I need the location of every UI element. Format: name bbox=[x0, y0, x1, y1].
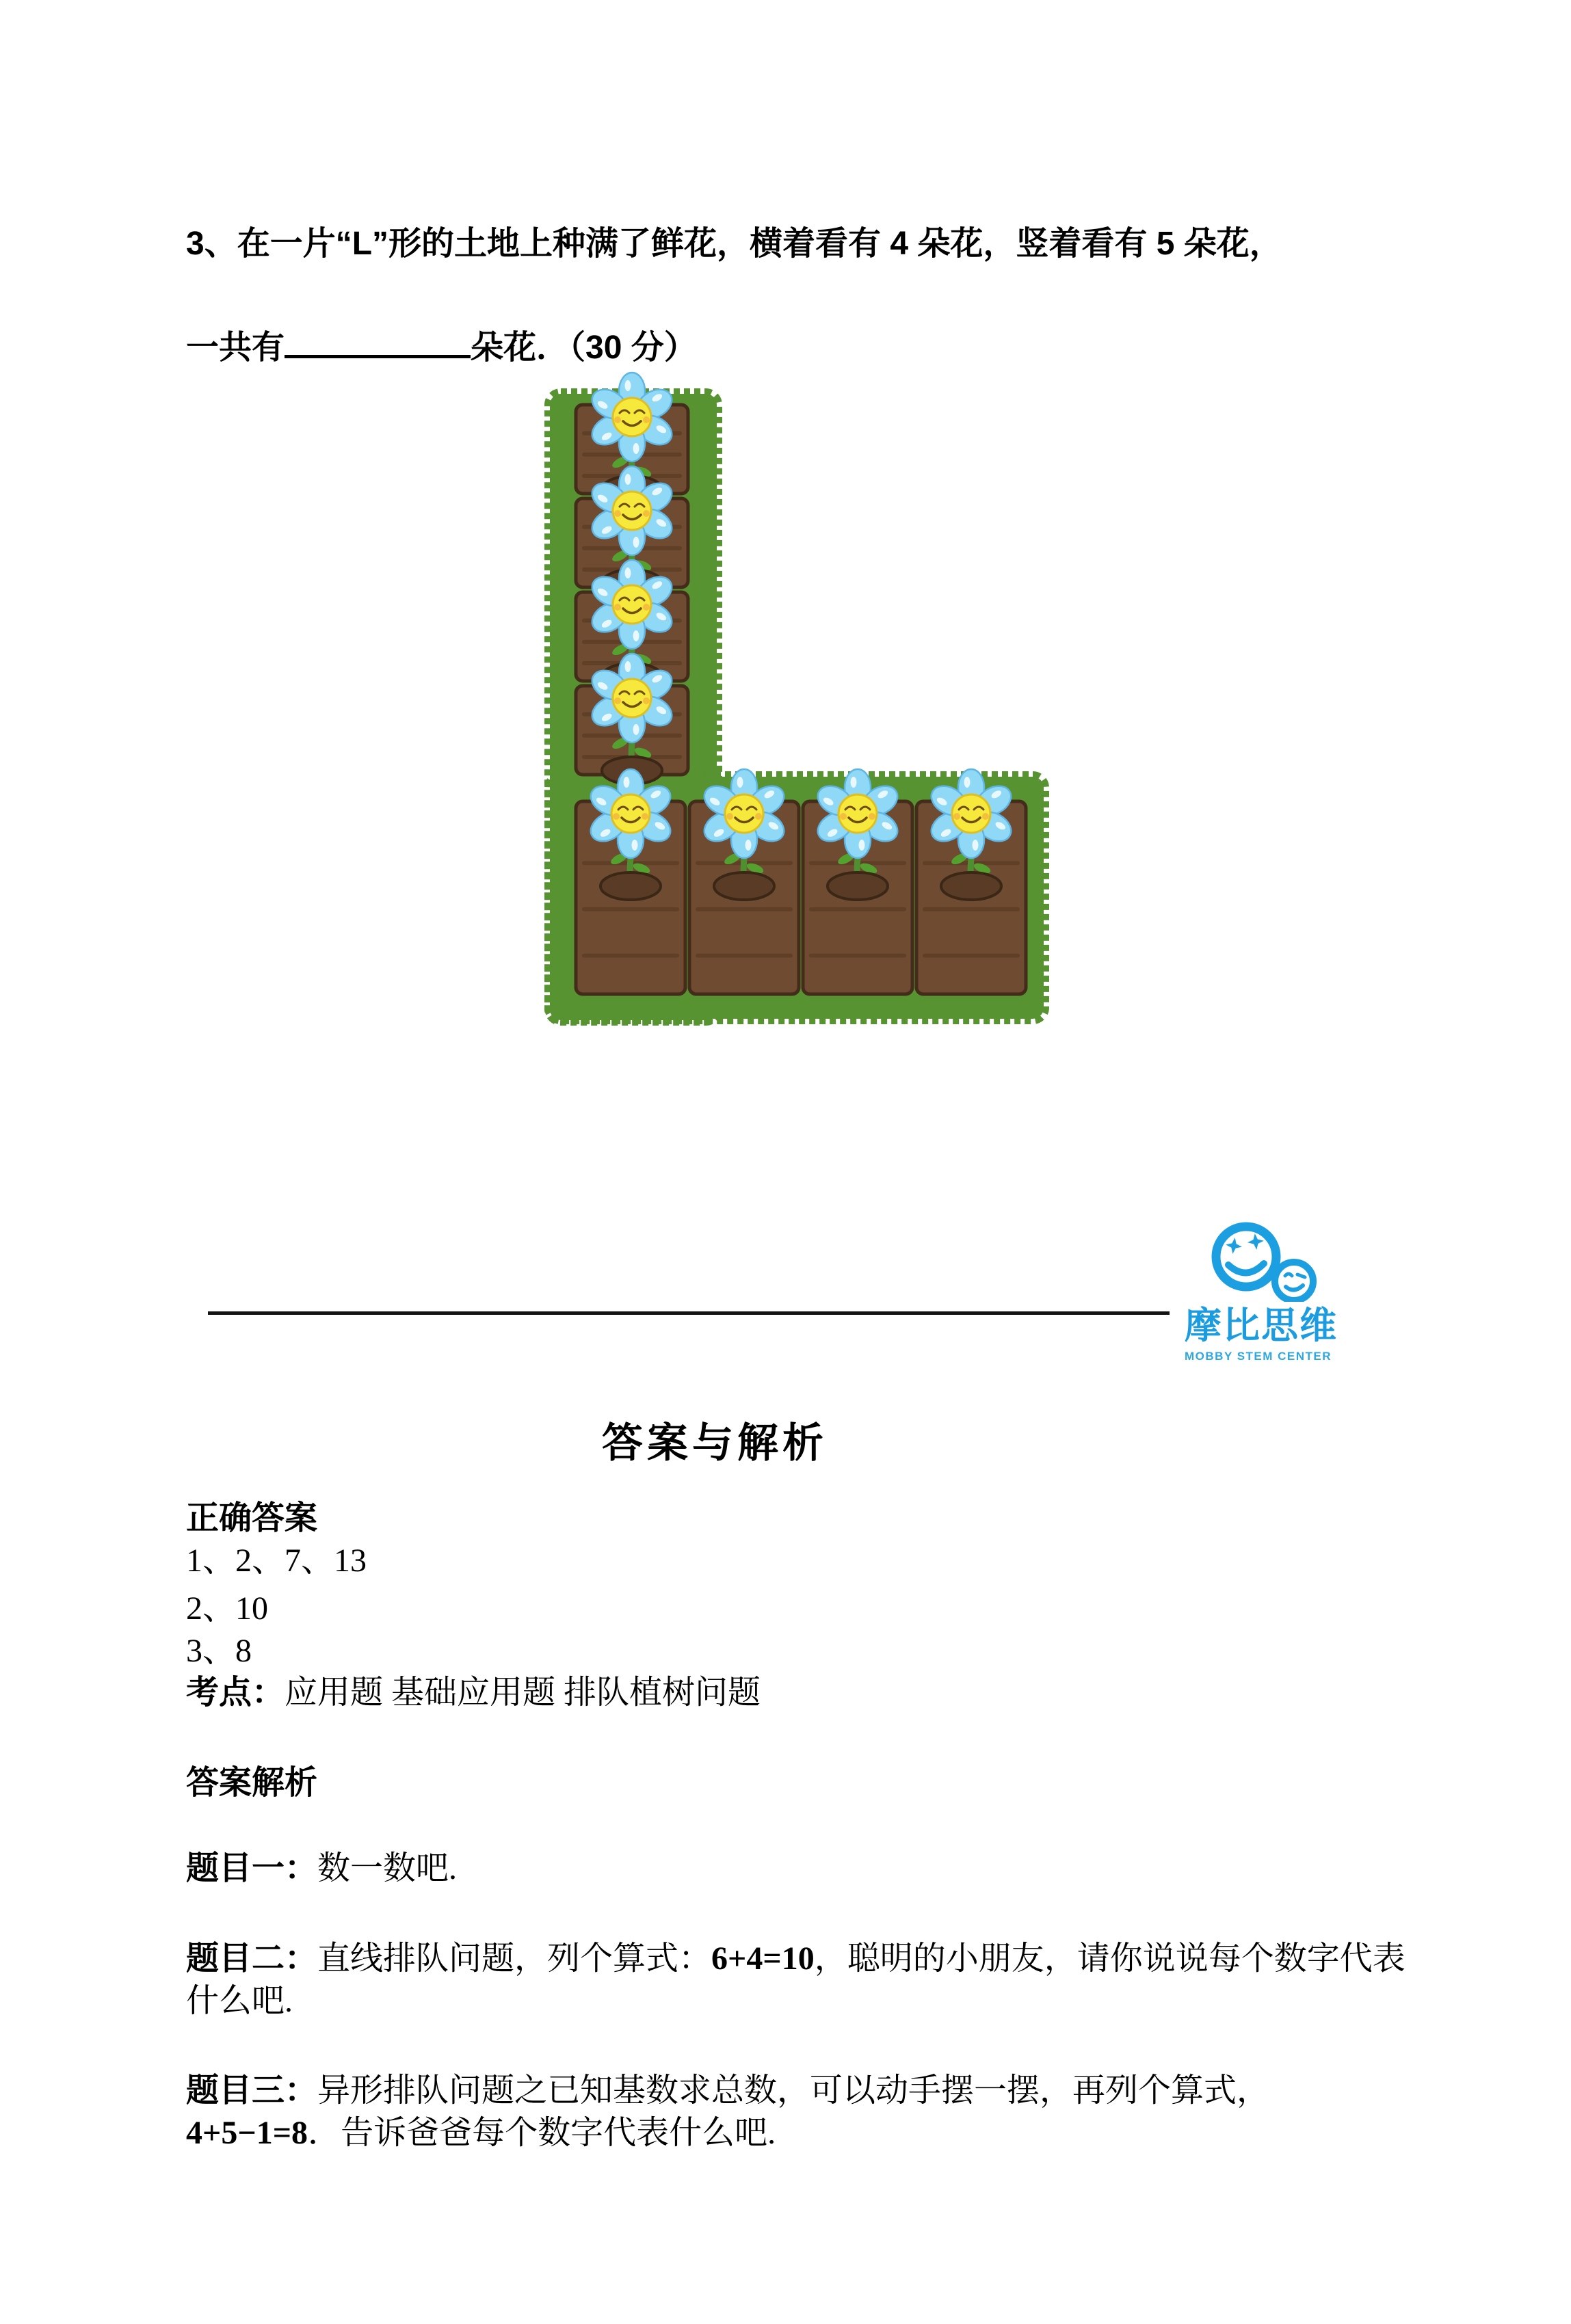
answer-item-3: 3、8 bbox=[186, 1633, 252, 1669]
correct-answers-label: 正确答案 bbox=[186, 1500, 318, 1536]
analysis-item-2-post: ，聪明的小朋友，请你说说每个数字代表什么吧. bbox=[186, 1940, 1405, 2019]
question-line2-prefix: 一共有 bbox=[186, 330, 285, 366]
analysis-item-3-formula: 4+5−1=8 bbox=[186, 2115, 308, 2151]
analysis-item-3-label: 题目三： bbox=[186, 2072, 318, 2109]
analysis-item-3-post: ．告诉爸爸每个数字代表什么吧. bbox=[308, 2115, 776, 2151]
answer-blank bbox=[285, 355, 471, 358]
question-line-1: 3、在一片“L”形的土地上种满了鲜花，横着看有 4 朵花，竖着看有 5 朵花， bbox=[186, 226, 1282, 262]
analysis-item-2-pre: 直线排队问题，列个算式： bbox=[317, 1940, 712, 1977]
answer-item-1: 1、2、7、13 bbox=[186, 1542, 367, 1579]
points-label: 考点： bbox=[186, 1674, 285, 1711]
analysis-heading: 答案解析 bbox=[186, 1765, 318, 1801]
analysis-item-2-label: 题目二： bbox=[186, 1940, 318, 1977]
brand-name-cn: 摩比思维 bbox=[1185, 1305, 1338, 1346]
question-line-2 bbox=[186, 327, 697, 369]
points-text: 应用题 基础应用题 排队植树问题 bbox=[285, 1674, 761, 1711]
question-line2-suffix: 朵花．（30 分） bbox=[471, 330, 697, 366]
answer-item-2: 2、10 bbox=[186, 1590, 269, 1627]
analysis-item-3 bbox=[186, 2070, 1410, 2154]
analysis-item-3-pre: 异形排队问题之已知基数求总数，可以动手摆一摆，再列个算式， bbox=[317, 2072, 1270, 2109]
analysis-item-1-label: 题目一： bbox=[186, 1850, 318, 1886]
analysis-item-1 bbox=[186, 1847, 1410, 1890]
smiley-faces-icon bbox=[1185, 1218, 1356, 1302]
analysis-item-2-formula: 6+4=10 bbox=[711, 1940, 815, 1977]
brand-name-en: MOBBY STEM CENTER bbox=[1185, 1350, 1332, 1363]
exam-points-row bbox=[186, 1672, 761, 1714]
analysis-item-2 bbox=[186, 1938, 1410, 2022]
brand-logo bbox=[1185, 1218, 1369, 1363]
answers-heading: 答案与解析 bbox=[602, 1421, 828, 1466]
divider-line bbox=[208, 1311, 1170, 1315]
l-shaped-flower-bed-illustration bbox=[539, 391, 1048, 1024]
analysis-item-1-text: 数一数吧. bbox=[317, 1850, 458, 1886]
